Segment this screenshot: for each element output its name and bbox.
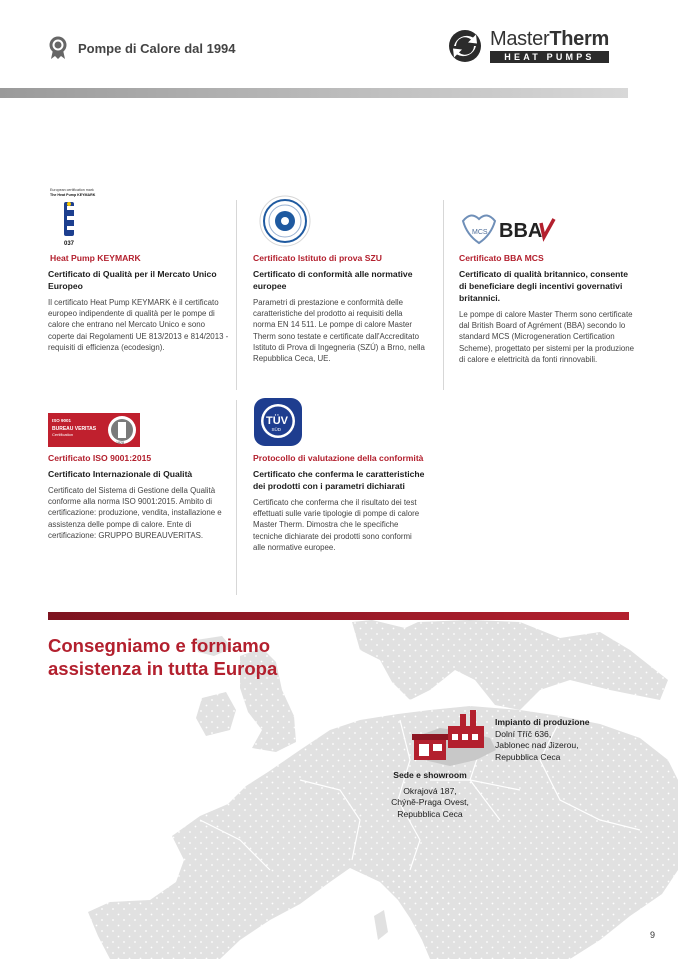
masterterm-logo bbox=[448, 28, 609, 63]
keymark-logo-line2: The Heat Pump KEYMARK bbox=[50, 193, 96, 197]
cert-title: Certificato Istituto di prova SZU bbox=[253, 253, 382, 263]
tuv-sub-text: SÜD bbox=[271, 427, 282, 432]
cert-body: Il certificato Heat Pump KEYMARK è il certificato europeo indipendente di qualità per le pompe di calore che entrano nel Mercato Unico e sono coperte dai Regolamenti UE 813/2013 e 814/2013 - requisiti di efficienza (ecodesign). bbox=[48, 298, 229, 352]
bv-line1: ISO 9001 bbox=[52, 418, 72, 423]
bv-line2: BUREAU VERITAS bbox=[52, 426, 97, 432]
production-plant-line2: Jablonec nad Jizerou, bbox=[495, 740, 579, 750]
cert-title: Certificato ISO 9001:2015 bbox=[48, 453, 152, 463]
column-divider bbox=[236, 400, 237, 595]
headquarters-line1: Okrajová 187, bbox=[403, 785, 457, 796]
production-plant-line3: Repubblica Ceca bbox=[495, 751, 561, 762]
cert-subtitle: Certificato che conferma le caratteristiche dei prodotti con i parametri dichiarati bbox=[253, 469, 425, 491]
tuv-sud-logo bbox=[253, 397, 303, 447]
cert-tuv bbox=[253, 393, 425, 553]
cert-title: Certificato BBA MCS bbox=[459, 253, 544, 263]
column-divider bbox=[236, 200, 237, 390]
cert-body: Certificato che conferma che il risultato dei test effettuati sulle varie tipologie di pompe di calore Master Therm. Dimostra che le specifiche tecniche dichiarate dei prodotti sono conformi alle normative europee. bbox=[253, 498, 420, 552]
cert-subtitle: Certificato di qualità britannico, consente di beneficiare degli incentivi governativi britannici. bbox=[459, 269, 629, 303]
column-divider bbox=[443, 200, 444, 390]
cert-iso bbox=[48, 393, 233, 541]
tuv-text: TÜV bbox=[266, 415, 288, 427]
section-title: Consegniamo e forniamo assistenza in tutta Europa bbox=[48, 635, 278, 679]
cert-body: Le pompe di calore Master Therm sono certificate dal British Board of Agrément (BBA) secondo lo standard MCS (Microgeneration Certification Scheme), progettato per sistemi per la produzione di calore e elettricità da fonti rinnovabili. bbox=[459, 310, 635, 364]
bv-line3: Certification bbox=[52, 432, 74, 437]
masterterm-logo-icon bbox=[448, 29, 482, 63]
keymark-logo-line1: European certification mark bbox=[50, 188, 94, 192]
cert-szu bbox=[253, 185, 425, 364]
cert-subtitle: Certificato di conformità alle normative europee bbox=[253, 269, 413, 291]
keymark-logo bbox=[48, 185, 108, 247]
cert-keymark bbox=[48, 185, 233, 353]
cert-title: Heat Pump KEYMARK bbox=[50, 253, 141, 263]
cert-body: Certificato del Sistema di Gestione della Qualità conforme alla norma ISO 9001:2015. Ambito di certificazione: produzione, vendita, installazione e assistenza delle pompe di calore. Ente di certificazione: GRUPPO BUREAUVERITAS. bbox=[48, 486, 222, 540]
header-tagline-group bbox=[48, 36, 236, 60]
headquarters-line3: Repubblica Ceca bbox=[397, 808, 463, 819]
bureau-veritas-logo bbox=[48, 413, 140, 447]
szu-seal-logo bbox=[253, 185, 317, 247]
award-badge-icon bbox=[48, 36, 68, 60]
cert-bba bbox=[459, 185, 634, 365]
bba-mcs-text: MCS bbox=[472, 229, 488, 236]
showroom-icon bbox=[412, 734, 448, 760]
cert-body: Parametri di prestazione e conformità delle caratteristiche del prodotto ai requisiti della norma EN 14 511. Le pompe di calore Master Therm sono testate e certificate dall'Accreditato Istituto di Prova di Ingegneria (SZÚ) a Brno, nella Repubblica Ceca, UE. bbox=[253, 298, 425, 364]
keymark-logo-number: 037 bbox=[64, 241, 75, 247]
production-plant-label: Impianto di produzione bbox=[495, 717, 590, 727]
production-plant-line1: Dolní Tříč 636, bbox=[495, 728, 552, 739]
header-divider bbox=[0, 88, 628, 98]
production-plant-location bbox=[495, 717, 590, 763]
page-number: 9 bbox=[650, 930, 656, 940]
headquarters-label: Sede e showroom bbox=[393, 770, 467, 780]
cert-subtitle: Certificato di Qualità per il Mercato Unico Europeo bbox=[48, 269, 217, 291]
bba-text: BBA bbox=[499, 220, 543, 242]
cert-title: Protocollo di valutazione della conformità bbox=[253, 453, 424, 463]
headquarters-line2: Chýně-Praga Ovest, bbox=[391, 797, 469, 807]
bv-year: 1828 bbox=[116, 441, 124, 445]
header-tagline: Pompe di Calore dal 1994 bbox=[78, 40, 236, 56]
bba-mcs-logo bbox=[459, 207, 559, 247]
logo-brand: MasterTherm bbox=[490, 28, 609, 50]
logo-sub: HEAT PUMPS bbox=[490, 51, 609, 63]
cert-subtitle: Certificato Internazionale di Qualità bbox=[48, 469, 193, 479]
section-divider bbox=[48, 612, 629, 620]
headquarters-location bbox=[385, 770, 475, 820]
